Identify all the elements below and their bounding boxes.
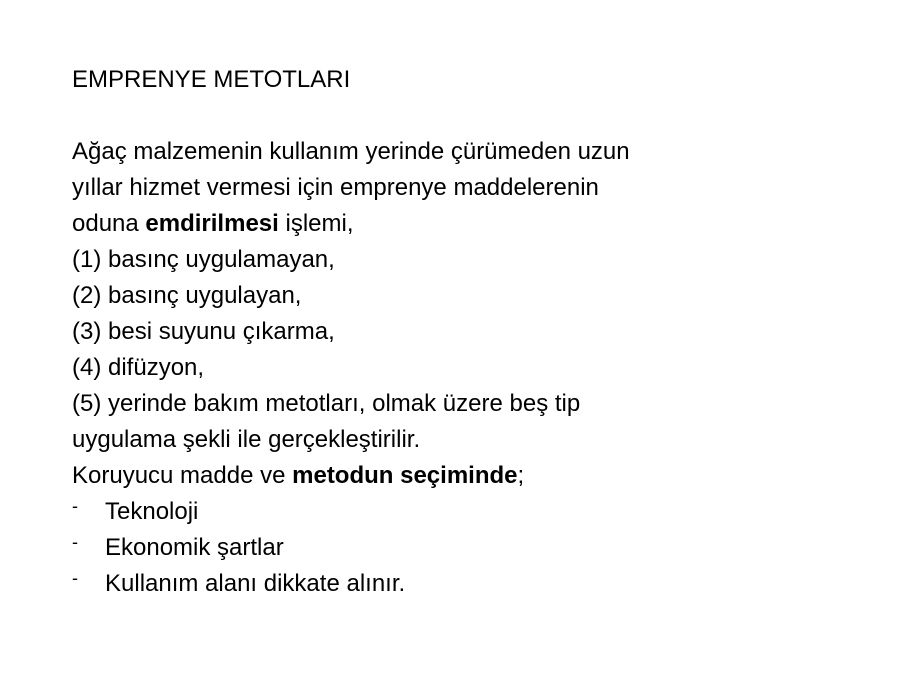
intro-emphasis: emdirilmesi — [145, 210, 279, 237]
dash-bullet-icon: - — [72, 496, 78, 516]
selection-line — [72, 458, 792, 494]
list-item — [72, 494, 792, 530]
method-item-4: (4) difüzyon, — [72, 354, 205, 381]
selection-emphasis: metodun seçiminde — [292, 462, 518, 489]
dash-bullet-icon: - — [72, 532, 78, 552]
method-item-1: (1) basınç uygulamayan, — [72, 246, 335, 273]
spacer — [72, 98, 792, 134]
page-title: EMPRENYE METOTLARI — [72, 66, 351, 93]
method-item-5: (5) yerinde bakım metotları, olmak üzere beş tip — [72, 390, 581, 417]
intro-line-2: yıllar hizmet vermesi için emprenye maddelerenin — [72, 174, 599, 201]
slide-content — [72, 62, 792, 602]
factor-label: Teknoloji — [105, 498, 199, 525]
selection-post: ; — [517, 462, 525, 489]
intro-line-3 — [72, 206, 792, 242]
list-item — [72, 530, 792, 566]
list-item — [72, 566, 792, 602]
intro-line-1: Ağaç malzemenin kullanım yerinde çürümeden uzun — [72, 138, 630, 165]
factor-list — [72, 494, 792, 602]
dash-bullet-icon: - — [72, 568, 78, 588]
methods-tail: uygulama şekli ile gerçekleştirilir. — [72, 426, 421, 453]
method-item-3: (3) besi suyunu çıkarma, — [72, 318, 335, 345]
selection-pre: Koruyucu madde ve — [72, 462, 293, 489]
factor-label: Kullanım alanı dikkate alınır. — [105, 570, 406, 597]
intro-line-3-pre: oduna — [72, 210, 146, 237]
intro-line-3-post: işlemi, — [278, 210, 354, 237]
method-item-2: (2) basınç uygulayan, — [72, 282, 302, 309]
factor-label: Ekonomik şartlar — [105, 534, 284, 561]
